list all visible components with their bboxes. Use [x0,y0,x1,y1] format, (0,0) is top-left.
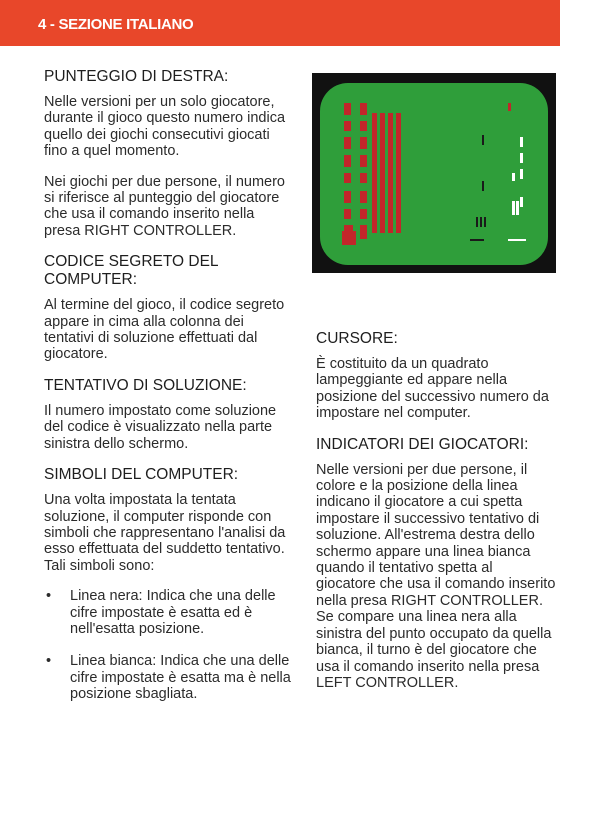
paragraph: Nelle versioni per un solo giocatore, durante il gioco questo numero indica quello dei giochi consecutivi giocati fino a quel momento. [44,94,286,160]
heading-attempt: TENTATIVO DI SOLUZIONE: [44,376,247,394]
list-item-text: Linea nera: Indica che una delle cifre impostate è esatta ed è nell'esatta posizione. [70,588,276,637]
bullet-marker: • [46,588,52,605]
paragraph: È costituito da un quadrato lampeggiante ed appare nella posizione del successivo numero da impostare nel computer. [316,356,549,422]
section-player-indicators [316,436,556,692]
section-computer-symbols [44,466,294,574]
section-title: 4 - SEZIONE ITALIANO [38,16,194,33]
heading-computer-symbols: SIMBOLI DEL COMPUTER: [44,466,239,484]
tv-screen-illustration [312,73,556,273]
section-secret-code [44,253,294,363]
section-attempt [44,377,294,452]
heading-player-indicators: INDICATORI DEI GIOCATORI: [316,435,529,453]
paragraph: Nelle versioni per due persone, il colore e la posizione della linea indicano il giocatore a cui spetta impostare il successivo tentativo di soluzione. All'estrema destra dello schermo appare una linea bianca quando il tentativo spetta al giocatore che usa il comando inserito nella presa RIGHT CONTROLLER. Se compare una linea nera alla sinistra del punto occupato da quella bianca, il turno è del giocatore che usa il comando inserito nella presa LEFT CONTROLLER. [316,461,556,691]
paragraph: Nei giochi per due persone, il numero si riferisce al punteggio del giocatore che usa il comando inserito nella presa RIGHT CONTROLLER. [44,173,285,239]
heading-secret-code: CODICE SEGRETO DEL COMPUTER: [44,253,218,289]
right-column [316,330,556,705]
heading-right-score: PUNTEGGIO DI DESTRA: [44,68,229,85]
paragraph: Una volta impostata la tentata soluzione, il computer risponde con simboli che rappresentano l'analisi da esso effettuata del suddetto tentativo. Tali simboli sono: [44,492,286,574]
section-header-bar [0,0,560,46]
list-item [44,588,294,637]
symbol-list [44,588,294,702]
section-cursor [316,330,556,422]
list-item-text: Linea bianca: Indica che una delle cifre impostate è esatta ma è nella posizione sbagliata. [70,653,291,703]
bullet-marker: • [46,653,52,670]
cursor-square [342,231,356,245]
game-screen-photo [312,73,556,273]
list-item [44,653,294,702]
paragraph: Il numero impostato come soluzione del codice è visualizzato nella parte sinistra dello schermo. [44,402,277,452]
section-right-score [44,68,294,239]
heading-cursor: CURSORE: [316,330,398,347]
left-column [44,68,294,719]
paragraph: Al termine del gioco, il codice segreto appare in cima alla colonna dei tentativi di soluzione effettuati dal giocatore. [44,297,285,363]
